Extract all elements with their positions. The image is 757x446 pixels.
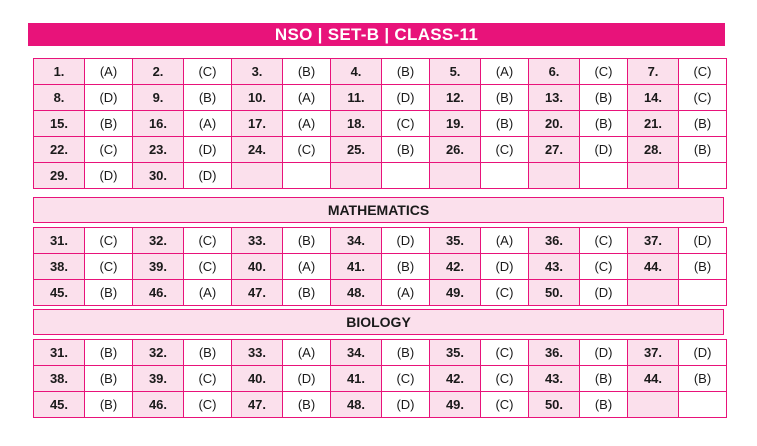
question-number: 49. — [430, 392, 481, 418]
question-number: 47. — [232, 280, 283, 306]
answer-table — [33, 339, 727, 418]
answer-option: (B) — [85, 366, 133, 392]
question-number: 45. — [34, 280, 85, 306]
answer-option: (C) — [184, 254, 232, 280]
answer-option — [679, 163, 727, 189]
table-row — [34, 59, 727, 85]
question-number: 2. — [133, 59, 184, 85]
question-number: 16. — [133, 111, 184, 137]
table-row — [34, 163, 727, 189]
answer-option: (C) — [85, 254, 133, 280]
question-number: 31. — [34, 340, 85, 366]
answer-option — [481, 163, 529, 189]
question-number: 38. — [34, 366, 85, 392]
answer-option: (B) — [580, 366, 628, 392]
answer-option: (C) — [184, 392, 232, 418]
question-number: 14. — [628, 85, 679, 111]
answer-option: (A) — [481, 59, 529, 85]
question-number: 12. — [430, 85, 481, 111]
question-number: 27. — [529, 137, 580, 163]
question-number: 45. — [34, 392, 85, 418]
question-number: 21. — [628, 111, 679, 137]
question-number: 20. — [529, 111, 580, 137]
answer-option: (B) — [580, 85, 628, 111]
answer-option: (B) — [481, 85, 529, 111]
answer-option: (D) — [283, 366, 331, 392]
answer-option: (B) — [382, 254, 430, 280]
question-number: 6. — [529, 59, 580, 85]
question-number: 46. — [133, 280, 184, 306]
answer-table — [33, 227, 727, 306]
answer-option: (C) — [184, 228, 232, 254]
answer-option: (B) — [283, 392, 331, 418]
question-number: 50. — [529, 280, 580, 306]
answer-option: (D) — [85, 163, 133, 189]
answer-option: (C) — [580, 59, 628, 85]
answer-option: (B) — [580, 392, 628, 418]
answer-option: (B) — [283, 59, 331, 85]
question-number: 30. — [133, 163, 184, 189]
question-number: 10. — [232, 85, 283, 111]
question-number: 43. — [529, 366, 580, 392]
answer-option: (C) — [679, 85, 727, 111]
question-number: 44. — [628, 254, 679, 280]
answer-option: (D) — [580, 340, 628, 366]
question-number — [529, 163, 580, 189]
question-number: 38. — [34, 254, 85, 280]
answer-option: (C) — [85, 137, 133, 163]
answer-option: (A) — [85, 59, 133, 85]
question-number: 5. — [430, 59, 481, 85]
answer-option: (C) — [481, 366, 529, 392]
question-number — [232, 163, 283, 189]
answer-option: (C) — [184, 59, 232, 85]
answer-option: (C) — [481, 340, 529, 366]
answer-option: (C) — [679, 59, 727, 85]
question-number — [430, 163, 481, 189]
answer-option: (B) — [283, 228, 331, 254]
answer-option: (A) — [382, 280, 430, 306]
answer-option: (C) — [481, 392, 529, 418]
question-number: 17. — [232, 111, 283, 137]
question-number: 36. — [529, 340, 580, 366]
table-row — [34, 392, 727, 418]
answer-option: (B) — [382, 340, 430, 366]
question-number: 13. — [529, 85, 580, 111]
answer-option: (B) — [184, 85, 232, 111]
question-number: 39. — [133, 366, 184, 392]
question-number — [628, 392, 679, 418]
question-number: 36. — [529, 228, 580, 254]
answer-option: (C) — [481, 280, 529, 306]
question-number — [331, 163, 382, 189]
question-number: 29. — [34, 163, 85, 189]
table-row — [34, 280, 727, 306]
answer-option: (B) — [481, 111, 529, 137]
question-number: 37. — [628, 340, 679, 366]
answer-option: (D) — [679, 228, 727, 254]
question-number: 48. — [331, 392, 382, 418]
section-heading: BIOLOGY — [33, 309, 724, 335]
question-number: 34. — [331, 340, 382, 366]
page-title: NSO | SET-B | CLASS-11 — [28, 23, 725, 46]
question-number: 18. — [331, 111, 382, 137]
answer-key-section-general — [33, 58, 724, 189]
answer-option: (A) — [283, 111, 331, 137]
question-number: 23. — [133, 137, 184, 163]
answer-option: (B) — [382, 137, 430, 163]
question-number: 44. — [628, 366, 679, 392]
question-number: 35. — [430, 340, 481, 366]
table-row — [34, 228, 727, 254]
answer-option: (C) — [85, 228, 133, 254]
answer-option — [679, 280, 727, 306]
answer-option: (A) — [481, 228, 529, 254]
answer-option: (B) — [679, 254, 727, 280]
answer-option: (B) — [382, 59, 430, 85]
question-number: 46. — [133, 392, 184, 418]
section-heading: MATHEMATICS — [33, 197, 724, 223]
question-number: 22. — [34, 137, 85, 163]
question-number: 9. — [133, 85, 184, 111]
table-row — [34, 366, 727, 392]
question-number: 37. — [628, 228, 679, 254]
table-row — [34, 254, 727, 280]
question-number: 40. — [232, 254, 283, 280]
question-number: 41. — [331, 254, 382, 280]
answer-option: (D) — [679, 340, 727, 366]
answer-table — [33, 58, 727, 189]
question-number: 32. — [133, 340, 184, 366]
answer-option: (B) — [85, 111, 133, 137]
answer-option: (C) — [184, 366, 232, 392]
answer-option: (C) — [481, 137, 529, 163]
question-number: 31. — [34, 228, 85, 254]
question-number: 7. — [628, 59, 679, 85]
answer-option: (B) — [580, 111, 628, 137]
answer-option — [679, 392, 727, 418]
answer-option: (C) — [382, 366, 430, 392]
question-number: 39. — [133, 254, 184, 280]
answer-option: (D) — [184, 137, 232, 163]
answer-option: (B) — [184, 340, 232, 366]
table-row — [34, 137, 727, 163]
question-number: 3. — [232, 59, 283, 85]
answer-option: (C) — [283, 137, 331, 163]
answer-option: (B) — [679, 111, 727, 137]
question-number: 48. — [331, 280, 382, 306]
table-row — [34, 340, 727, 366]
question-number: 26. — [430, 137, 481, 163]
question-number: 34. — [331, 228, 382, 254]
answer-option — [382, 163, 430, 189]
question-number: 41. — [331, 366, 382, 392]
answer-option — [580, 163, 628, 189]
question-number: 4. — [331, 59, 382, 85]
question-number: 33. — [232, 340, 283, 366]
answer-option: (D) — [85, 85, 133, 111]
table-row — [34, 111, 727, 137]
question-number — [628, 163, 679, 189]
answer-option: (B) — [679, 366, 727, 392]
answer-option: (D) — [382, 392, 430, 418]
question-number: 1. — [34, 59, 85, 85]
answer-option: (D) — [382, 228, 430, 254]
answer-option: (D) — [184, 163, 232, 189]
question-number: 43. — [529, 254, 580, 280]
question-number: 40. — [232, 366, 283, 392]
table-row — [34, 85, 727, 111]
answer-option: (C) — [382, 111, 430, 137]
answer-option: (B) — [679, 137, 727, 163]
answer-option: (A) — [283, 85, 331, 111]
answer-option: (B) — [85, 392, 133, 418]
answer-option: (A) — [283, 254, 331, 280]
question-number: 8. — [34, 85, 85, 111]
question-number: 32. — [133, 228, 184, 254]
answer-option: (B) — [85, 280, 133, 306]
question-number: 11. — [331, 85, 382, 111]
answer-option: (C) — [580, 228, 628, 254]
question-number: 15. — [34, 111, 85, 137]
question-number: 49. — [430, 280, 481, 306]
answer-key-section-mathematics — [33, 197, 724, 306]
question-number: 35. — [430, 228, 481, 254]
answer-option: (C) — [580, 254, 628, 280]
answer-option: (D) — [382, 85, 430, 111]
question-number: 28. — [628, 137, 679, 163]
answer-option: (B) — [283, 280, 331, 306]
answer-option: (D) — [580, 280, 628, 306]
answer-option: (D) — [580, 137, 628, 163]
answer-option: (A) — [283, 340, 331, 366]
question-number: 25. — [331, 137, 382, 163]
question-number: 47. — [232, 392, 283, 418]
answer-option: (A) — [184, 280, 232, 306]
answer-option: (D) — [481, 254, 529, 280]
answer-key-section-biology — [33, 309, 724, 418]
answer-option: (A) — [184, 111, 232, 137]
question-number: 42. — [430, 254, 481, 280]
answer-option — [283, 163, 331, 189]
question-number — [628, 280, 679, 306]
question-number: 33. — [232, 228, 283, 254]
question-number: 19. — [430, 111, 481, 137]
question-number: 42. — [430, 366, 481, 392]
answer-option: (B) — [85, 340, 133, 366]
question-number: 50. — [529, 392, 580, 418]
question-number: 24. — [232, 137, 283, 163]
